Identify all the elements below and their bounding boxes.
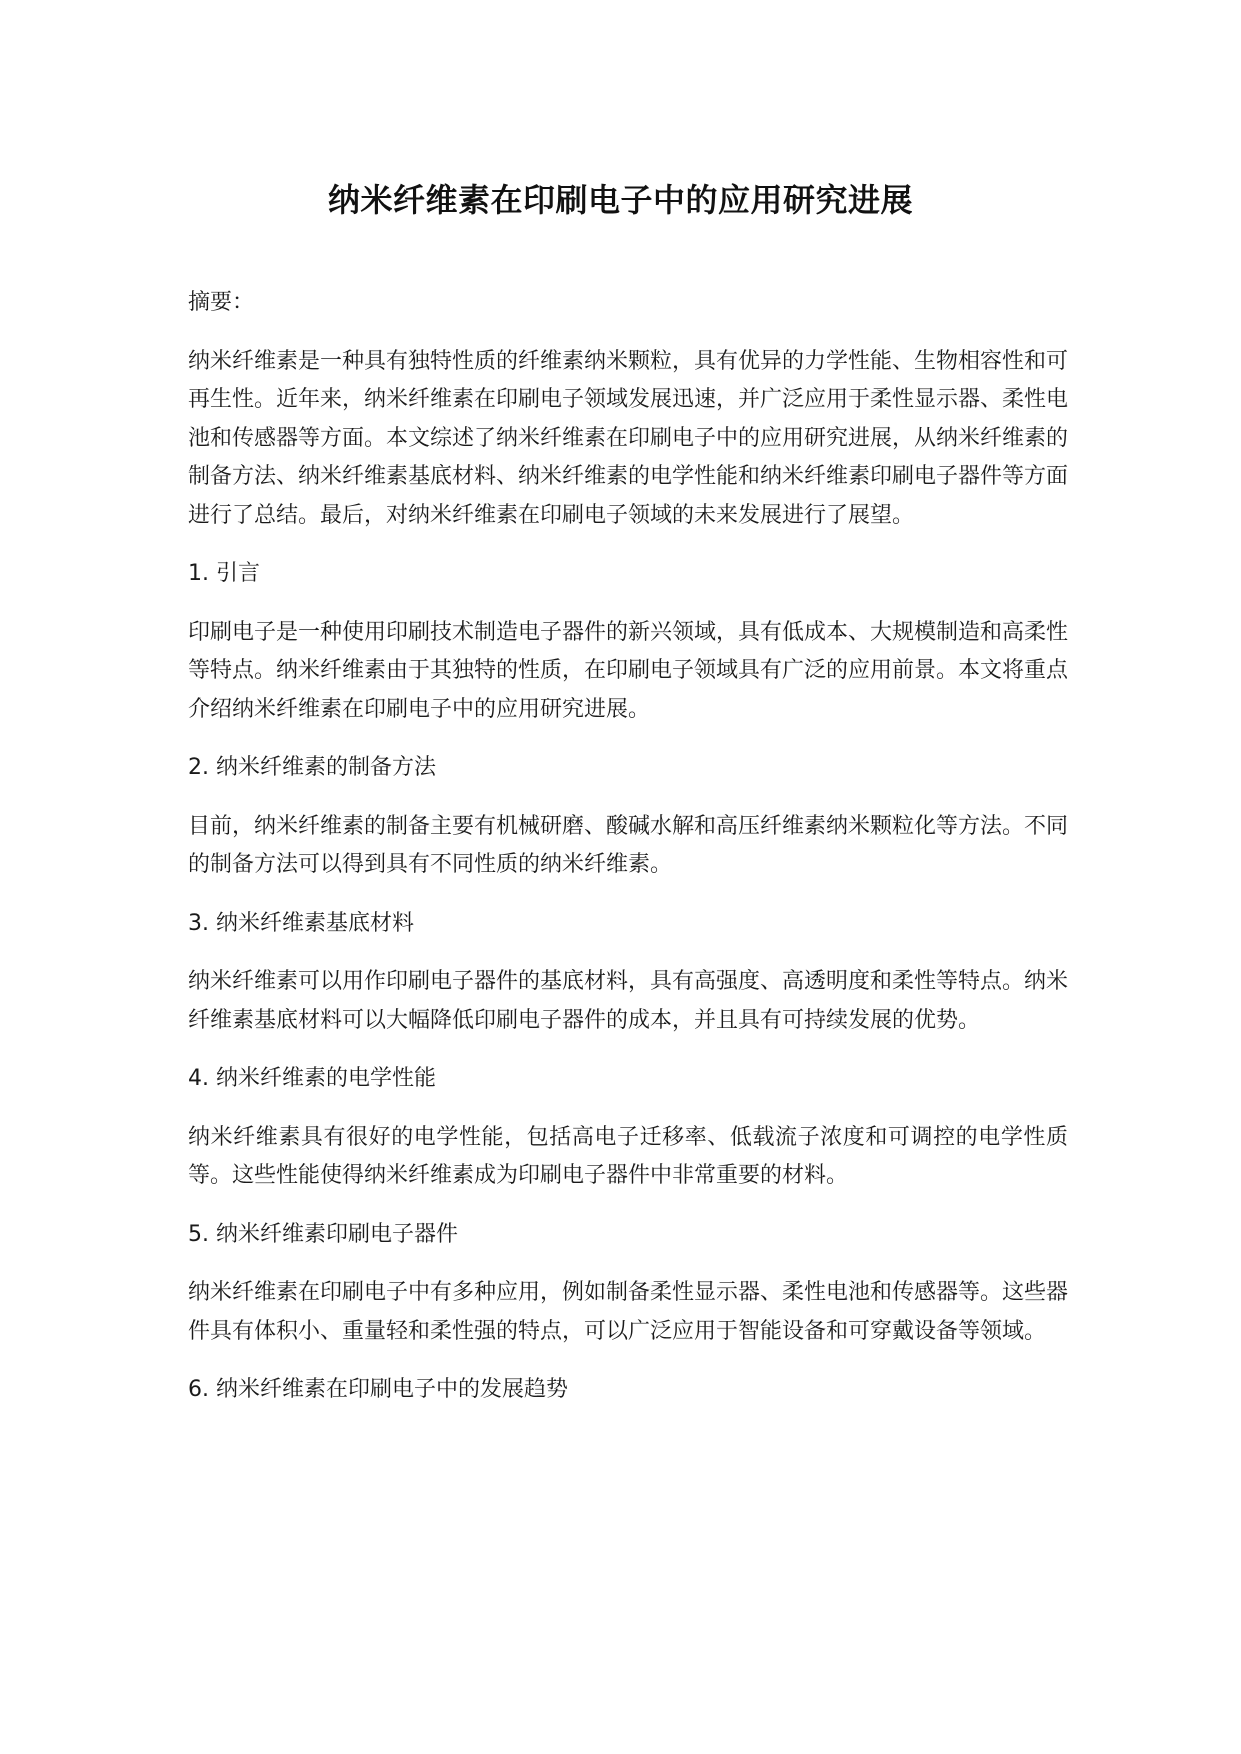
section-paragraph-preparation: 目前，纳米纤维素的制备主要有机械研磨、酸碱水解和高压纤维素纳米颗粒化等方法。不同的制备方法可以得到具有不同性质的纳米纤维素。 [188,813,1069,877]
section-heading-electrical: 4. 纳米纤维素的电学性能 [188,1066,436,1091]
section-paragraph-devices: 纳米纤维素在印刷电子中有多种应用，例如制备柔性显示器、柔性电池和传感器等。这些器件具有体积小、重量轻和柔性强的特点，可以广泛应用于智能设备和可穿戴设备等领域。 [188,1280,1069,1344]
section-heading-substrate: 3. 纳米纤维素基底材料 [188,910,414,936]
document-body [188,284,1068,1430]
section-paragraph-electrical: 纳米纤维素具有很好的电学性能，包括高电子迁移率、低载流子浓度和可调控的电学性质等。这些性能使得纳米纤维素成为印刷电子器件中非常重要的材料。 [188,1124,1068,1188]
abstract-label: 摘要： [188,290,255,315]
section-heading-introduction: 1. 引言 [188,561,260,586]
section-paragraph-introduction: 印刷电子是一种使用印刷技术制造电子器件的新兴领域，具有低成本、大规模制造和高柔性等特点。纳米纤维素由于其独特的性质，在印刷电子领域具有广泛的应用前景。本文将重点介绍纳米纤维素在印刷电子中的应用研究进展。 [188,619,1069,722]
abstract-paragraph: 纳米纤维素是一种具有独特性质的纤维素纳米颗粒，具有优异的力学性能、生物相容性和可再生性。近年来，纳米纤维素在印刷电子领域发展迅速，并广泛应用于柔性显示器、柔性电池和传感器等方面。本文综述了纳米纤维素在印刷电子中的应用研究进展，从纳米纤维素的制备方法、纳米纤维素基底材料、纳米纤维素的电学性能和纳米纤维素印刷电子器件等方面进行了总结。最后，对纳米纤维素在印刷电子领域的未来发展进行了展望。 [188,348,1069,528]
section-heading-devices: 5. 纳米纤维素印刷电子器件 [188,1221,458,1247]
section-paragraph-substrate: 纳米纤维素可以用作印刷电子器件的基底材料，具有高强度、高透明度和柔性等特点。纳米纤维素基底材料可以大幅降低印刷电子器件的成本，并且具有可持续发展的优势。 [188,969,1069,1033]
document-title: 纳米纤维素在印刷电子中的应用研究进展 [327,181,913,219]
section-heading-trends: 6. 纳米纤维素在印刷电子中的发展趋势 [188,1377,568,1402]
section-heading-preparation: 2. 纳米纤维素的制备方法 [188,755,436,780]
